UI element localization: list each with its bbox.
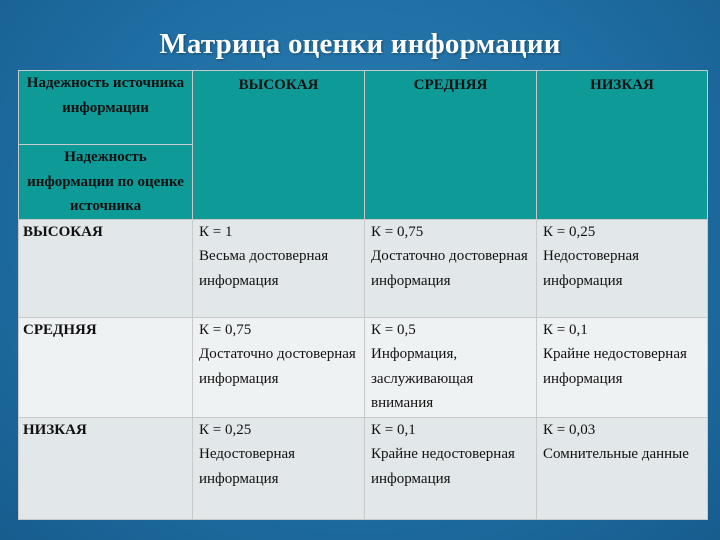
corner-information-reliability: Надежность информации по оценке источника (19, 145, 193, 220)
assessment-text: Крайне недостоверная информация (371, 446, 515, 487)
coefficient: К = 0,75 (199, 321, 252, 338)
matrix-cell (193, 317, 365, 417)
coefficient: К = 0,1 (543, 321, 588, 338)
assessment-text: Недостоверная информация (543, 248, 640, 289)
assessment-text: Недостоверная информация (199, 446, 296, 487)
matrix-cell (537, 317, 708, 417)
assessment-text: Достаточно достоверная информация (199, 346, 356, 387)
column-header-low: НИЗКАЯ (537, 71, 708, 220)
matrix-cell (193, 219, 365, 317)
slide-title: Матрица оценки информации (159, 28, 561, 60)
column-header-high: ВЫСОКАЯ (193, 71, 365, 220)
table-row-high (19, 219, 708, 317)
assessment-text: Информация, заслуживающая внимания (371, 346, 474, 411)
coefficient: К = 0,5 (371, 321, 416, 338)
assessment-text: Сомнительные данные (543, 446, 689, 462)
header-row (19, 71, 708, 145)
matrix-cell (193, 417, 365, 519)
coefficient: К = 0,75 (371, 223, 424, 240)
matrix-cell (365, 317, 537, 417)
corner-source-reliability: Надежность источника информации (19, 71, 193, 145)
column-header-medium: СРЕДНЯЯ (365, 71, 537, 220)
row-header-medium: СРЕДНЯЯ (19, 317, 193, 417)
matrix-cell (537, 417, 708, 519)
coefficient: К = 1 (199, 223, 233, 240)
coefficient: К = 0,25 (543, 223, 596, 240)
coefficient: К = 0,25 (199, 421, 252, 438)
assessment-text: Крайне недостоверная информация (543, 346, 687, 387)
matrix-cell (365, 219, 537, 317)
table-row-low (19, 417, 708, 519)
coefficient: К = 0,1 (371, 421, 416, 438)
assessment-text: Достаточно достоверная информация (371, 248, 528, 289)
matrix-cell (365, 417, 537, 519)
assessment-text: Весьма достоверная информация (199, 248, 329, 289)
row-header-high: ВЫСОКАЯ (19, 219, 193, 317)
row-header-low: НИЗКАЯ (19, 417, 193, 519)
table-row-medium (19, 317, 708, 417)
coefficient: К = 0,03 (543, 421, 596, 438)
matrix-cell (537, 219, 708, 317)
assessment-matrix (18, 70, 708, 520)
